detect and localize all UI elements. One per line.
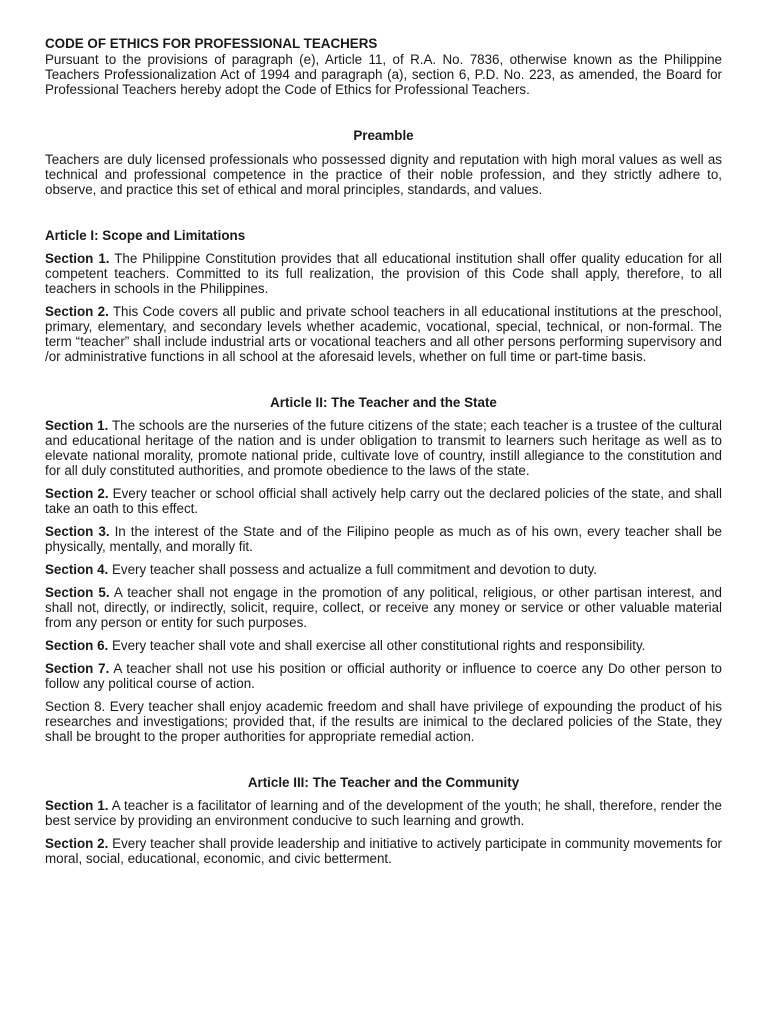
section-text: The schools are the nurseries of the future citizens of the state; each teacher is a trustee of the cultural and educational heritage of the nation and is under obligation to transmit to learners such heritage as well as to elevate national morality, promote national pride, cultivate love of country, instill allegiance to the constitution and for all duly constituted authorities, and promote obedience to the laws of the state. xyxy=(45,418,722,478)
section-label: Section 2. xyxy=(45,836,109,851)
section-label: Section 1. xyxy=(45,251,110,266)
article-3-section-1 xyxy=(45,798,722,828)
article-2-section-6 xyxy=(45,638,722,653)
section-text: The Philippine Constitution provides that all educational institution shall offer quality education for all competent teachers. Committed to its full realization, the provision of this Code shall apply, therefore, to all teachers in schools in the Philippines. xyxy=(45,251,722,296)
intro-paragraph: Pursuant to the provisions of paragraph (e), Article 11, of R.A. No. 7836, otherwise known as the Philippine Teachers Professionalization Act of 1994 and paragraph (a), section 6, P.D. No. 223, as amended, the Board for Professional Teachers hereby adopt the Code of Ethics for Professional Teachers. xyxy=(45,52,722,97)
section-text: Every teacher shall possess and actualize a full commitment and devotion to duty. xyxy=(108,562,598,577)
document-title: CODE OF ETHICS FOR PROFESSIONAL TEACHERS xyxy=(45,36,378,51)
section-label: Section 5. xyxy=(45,585,110,600)
section-label: Section 1. xyxy=(45,798,109,813)
section-text: Every teacher or school official shall actively help carry out the declared policies of the state, and shall take an oath to this effect. xyxy=(45,486,722,516)
section-label: Section 2. xyxy=(45,486,109,501)
article-2-section-1 xyxy=(45,418,722,478)
article-2-heading: Article II: The Teacher and the State xyxy=(270,395,497,410)
section-label: Section 7. xyxy=(45,661,110,676)
article-1-heading: Article I: Scope and Limitations xyxy=(45,228,246,243)
section-text: In the interest of the State and of the Filipino people as much as of his own, every teacher shall be physically, mentally, and morally fit. xyxy=(45,524,722,554)
section-label: Section 4. xyxy=(45,562,109,577)
section-label: Section 2. xyxy=(45,304,109,319)
section-text: Every teacher shall vote and shall exercise all other constitutional rights and responsibility. xyxy=(108,638,646,653)
article-2-section-4 xyxy=(45,562,722,577)
document-page xyxy=(45,36,722,866)
section-text: This Code covers all public and private school teachers in all educational institutions at the preschool, primary, elementary, and secondary levels whether academic, vocational, special, technical, or non-formal. The term “teacher” shall include industrial arts or vocational teachers and all other persons performing supervisory and /or administrative functions in all school at the aforesaid levels, whether on full time or part-time basis. xyxy=(45,304,722,364)
section-text: Every teacher shall provide leadership and initiative to actively participate in community movements for moral, social, educational, economic, and civic betterment. xyxy=(45,836,722,866)
article-2-section-7 xyxy=(45,661,722,691)
article-1-section-2 xyxy=(45,304,722,364)
article-2-section-3 xyxy=(45,524,722,554)
section-text: A teacher shall not use his position or official authority or influence to coerce any Do other person to follow any political course of action. xyxy=(45,661,722,691)
article-2-section-8: Section 8. Every teacher shall enjoy academic freedom and shall have privilege of expounding the product of his researches and investigations; provided that, if the results are inimical to the declared policies of the State, they shall be brought to the proper authorities for appropriate remedial action. xyxy=(45,699,722,744)
article-2-section-5 xyxy=(45,585,722,630)
preamble-text: Teachers are duly licensed professionals who possessed dignity and reputation with high moral values as well as technical and professional competence in the practice of their noble profession, and they strictly adhere to, observe, and practice this set of ethical and moral principles, standards, and values. xyxy=(45,152,722,197)
preamble-heading: Preamble xyxy=(353,128,414,143)
section-label: Section 6. xyxy=(45,638,109,653)
section-label: Section 3. xyxy=(45,524,110,539)
article-1-section-1 xyxy=(45,251,722,296)
section-text: A teacher is a facilitator of learning and of the development of the youth; he shall, therefore, render the best service by providing an environment conducive to such learning and growth. xyxy=(45,798,722,828)
article-3-heading: Article III: The Teacher and the Community xyxy=(247,775,520,790)
article-2-section-2 xyxy=(45,486,722,516)
article-3-section-2 xyxy=(45,836,722,866)
section-label: Section 1. xyxy=(45,418,109,433)
section-text: A teacher shall not engage in the promotion of any political, religious, or other partisan interest, and shall not, directly, or indirectly, solicit, require, collect, or receive any money or service or other valuable material from any person or entity for such purposes. xyxy=(45,585,722,630)
